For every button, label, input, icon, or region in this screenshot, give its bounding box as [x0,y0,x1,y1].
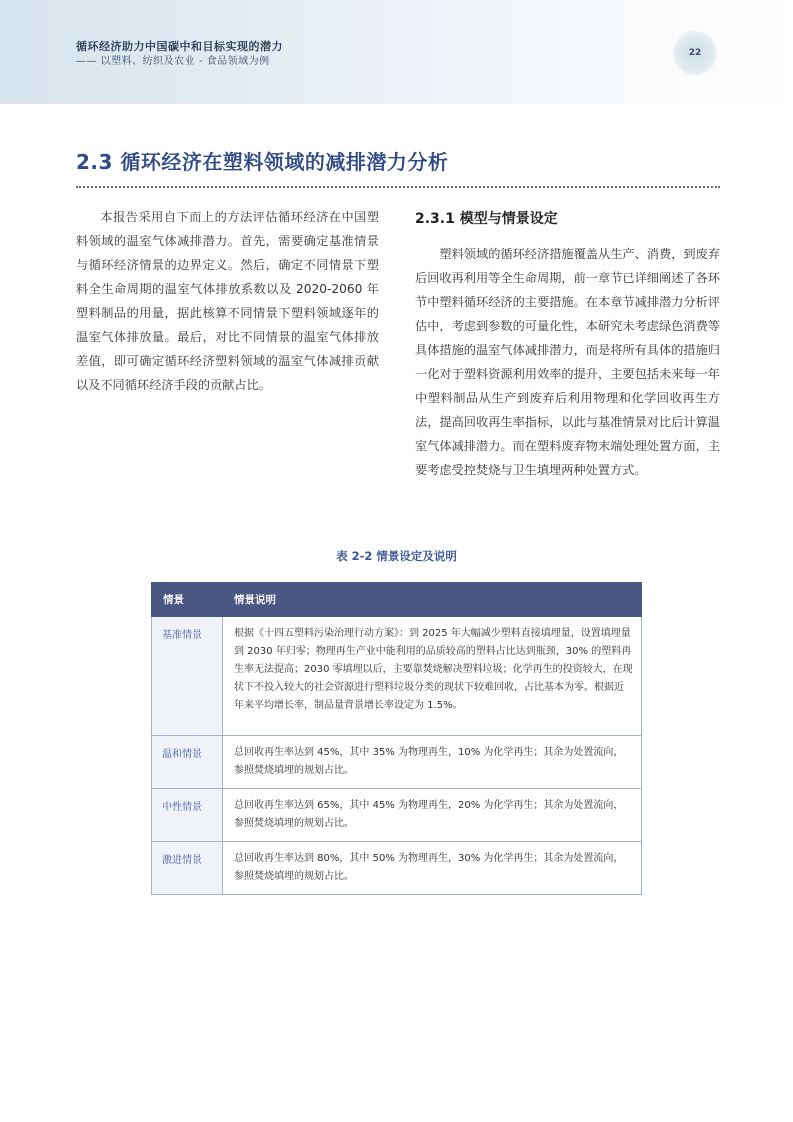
table-row [152,617,642,736]
column-header-scenario: 情景 [152,583,223,617]
table-header-row [152,583,642,617]
scenario-table [151,582,642,895]
intro-paragraph: 本报告采用自下而上的方法评估循环经济在中国塑料领域的温室气体减排潜力。首先，需要确定基准情景与循环经济情景的边界定义。然后，确定不同情景下塑料全生命周期的温室气体排放系数以及 2020-2060 年塑料制品的用量，据此核算不同情景下塑料领域逐年的温室气体排放量。最后，对比不同情景的温室气体排放差值，即可确定循环经济塑料领域的温室气体减排贡献以及不同循环经济手段的贡献占比。 [76,210,379,392]
table-row [152,736,642,789]
page-number: 22 [688,48,702,58]
section-title: 2.3 循环经济在塑料领域的减排潜力分析 [76,150,449,174]
page-number-badge [673,31,717,75]
scenario-name: 中性情景 [152,789,223,842]
table-row [152,842,642,895]
subsection-paragraph: 塑料领域的循环经济措施覆盖从生产、消费，到废弃后回收再利用等全生命周期，前一章节已详细阐述了各环节中塑料循环经济的主要措施。在本章节减排潜力分析评估中，考虑到参数的可量化性，本研究未考虑绿色消费等具体措施的温室气体减排潜力，而是将所有具体的措施归一化对于塑料资源利用效率的提升，主要包括未来每一年中塑料制品从生产到废弃后利用物理和化学回收再生方法，提高回收再生率指标，以此与基准情景对比后计算温室气体减排潜力。而在塑料废弃物末端处理处置方面，主要考虑受控焚烧与卫生填埋两种处置方式。 [415,247,720,477]
scenario-description: 总回收再生率达到 80%，其中 50% 为物理再生，30% 为化学再生；其余为处置流向，参照焚烧填埋的规划占比。 [223,842,642,895]
scenario-name: 基准情景 [152,617,223,736]
table-caption: 表 2-2 情景设定及说明 [336,549,457,563]
section-divider [76,186,720,188]
table-row [152,789,642,842]
report-subtitle: —— 以塑料、纺织及农业 - 食品领域为例 [76,56,270,67]
scenario-description: 根据《十四五塑料污染治理行动方案》：到 2025 年大幅减少塑料直接填埋量，设置填埋量到 2030 年归零；物理再生产业中能利用的品质较高的塑料占比达到瓶颈，30% 的塑料再生率无法提高；2030 零填埋以后，主要靠焚烧解决塑料垃圾；化学再生的投资较大，在现状下不投入较大的社会资源进行塑料垃圾分类的现状下较难回收，占比基本为零。根据近年来平均增长率，制品量背景增长率设定为 1.5%。 [223,617,642,736]
scenario-name: 温和情景 [152,736,223,789]
report-title: 循环经济助力中国碳中和目标实现的潜力 [76,40,283,53]
scenario-name: 激进情景 [152,842,223,895]
scenario-description: 总回收再生率达到 65%，其中 45% 为物理再生，20% 为化学再生；其余为处置流向，参照焚烧填埋的规划占比。 [223,789,642,842]
subsection-title: 2.3.1 模型与情景设定 [415,211,558,227]
scenario-description: 总回收再生率达到 45%，其中 35% 为物理再生，10% 为化学再生；其余为处置流向，参照焚烧填埋的规划占比。 [223,736,642,789]
column-header-description: 情景说明 [223,583,642,617]
